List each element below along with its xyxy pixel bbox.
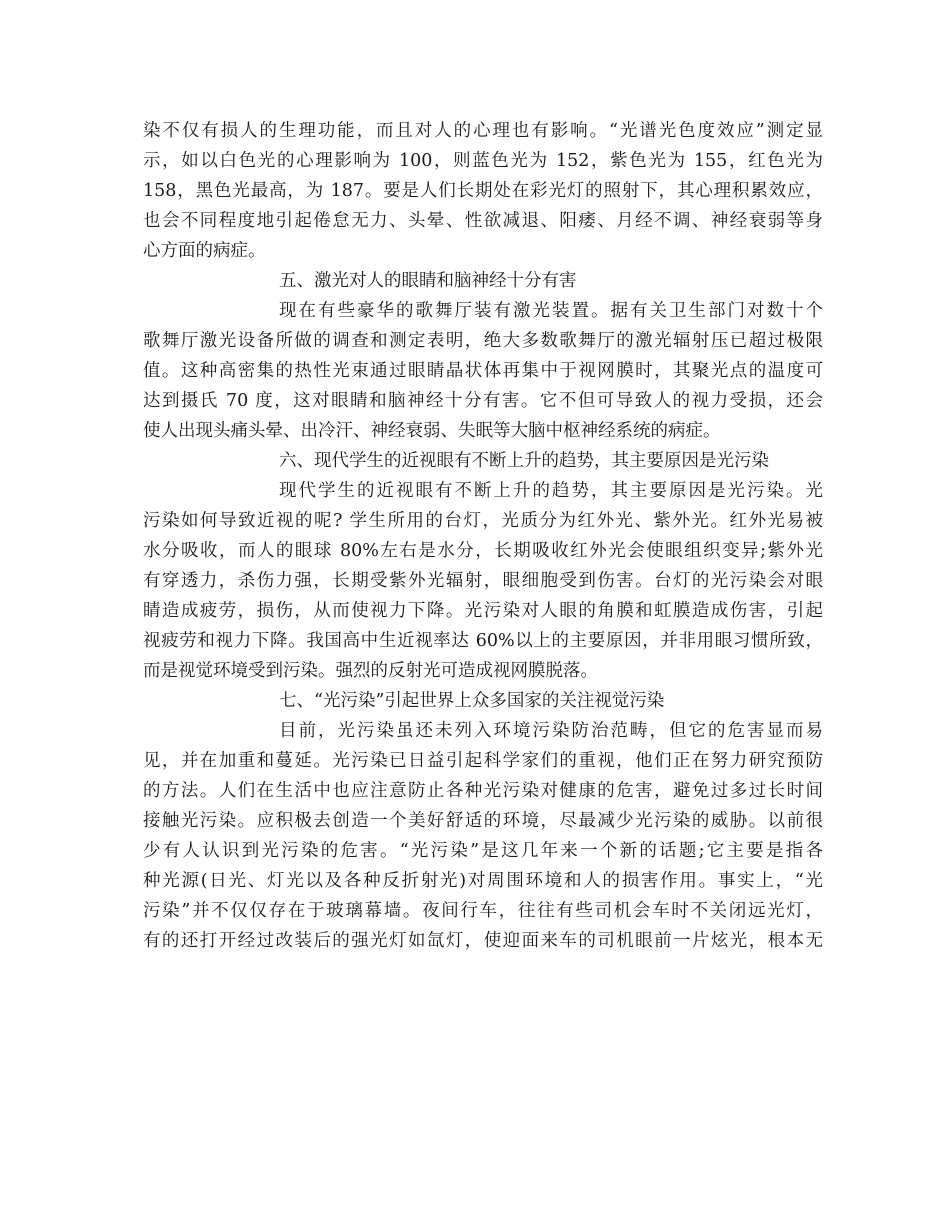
text-line: 示，如以白色光的心理影响为 100，则蓝色光为 152，紫色光为 155，红色光为 xyxy=(143,151,823,171)
section-heading-5 xyxy=(143,266,823,296)
document-page xyxy=(143,116,823,956)
text-line: 种光源(日光、灯光以及各种反折射光)对周围环境和人的损害作用。事实上，“光 xyxy=(143,871,823,891)
paragraph-psychological-effects xyxy=(143,116,823,266)
section-heading: 六、现代学生的近视眼有不断上升的趋势，其主要原因是光污染 xyxy=(279,451,769,471)
text-line: 接触光污染。应积极去创造一个美好舒适的环境，尽最减少光污染的威胁。以前很 xyxy=(143,811,823,831)
text-line: 少有人认识到光污染的危害。“光污染”是这几年来一个新的话题;它主要是指各 xyxy=(143,841,823,861)
text-line: 有穿透力，杀伤力强，长期受紫外光辐射，眼细胞受到伤害。台灯的光污染会对眼 xyxy=(143,571,823,591)
text-line: 现在有些豪华的歌舞厅装有激光装置。据有关卫生部门对数十个 xyxy=(279,301,823,321)
text-line: 也会不同程度地引起倦怠无力、头晕、性欲减退、阳痿、月经不调、神经衰弱等身 xyxy=(143,211,823,231)
paragraph-laser xyxy=(143,296,823,446)
text-line: 达到摄氏 70 度，这对眼睛和脑神经十分有害。它不但可导致人的视力受损，还会 xyxy=(143,391,823,411)
text-line: 水分吸收，而人的眼球 80%左右是水分，长期吸收红外光会使眼组织变异;紫外光 xyxy=(143,541,823,561)
paragraph-myopia xyxy=(143,476,823,686)
paragraph-light-pollution-attention xyxy=(143,716,823,956)
section-heading-6 xyxy=(143,446,823,476)
text-line: 睛造成疲劳，损伤，从而使视力下降。光污染对人眼的角膜和虹膜造成伤害，引起 xyxy=(143,601,823,621)
section-heading: 七、“光污染”引起世界上众多国家的关注视觉污染 xyxy=(279,691,665,711)
text-line: 有的还打开经过改装后的强光灯如氙灯，使迎面来车的司机眼前一片炫光，根本无 xyxy=(143,931,823,951)
section-heading-7 xyxy=(143,686,823,716)
text-line: 158，黑色光最高，为 187。要是人们长期处在彩光灯的照射下，其心理积累效应， xyxy=(143,181,823,201)
text-line: 歌舞厅激光设备所做的调查和测定表明，绝大多数歌舞厅的激光辐射压已超过极限 xyxy=(143,331,823,351)
text-line: 使人出现头痛头晕、出冷汗、神经衰弱、失眠等大脑中枢神经系统的病症。 xyxy=(143,421,721,441)
text-line: 现代学生的近视眼有不断上升的趋势，其主要原因是光污染。光 xyxy=(279,481,823,501)
text-line: 视疲劳和视力下降。我国高中生近视率达 60%以上的主要原因，并非用眼习惯所致， xyxy=(143,631,823,651)
text-line: 而是视觉环境受到污染。强烈的反射光可造成视网膜脱落。 xyxy=(143,661,598,681)
text-line: 目前，光污染虽还未列入环境污染防治范畴，但它的危害显而易 xyxy=(279,721,823,741)
text-line: 污染如何导致近视的呢? 学生所用的台灯，光质分为红外光、紫外光。红外光易被 xyxy=(143,511,823,531)
text-line: 心方面的病症。 xyxy=(143,241,266,261)
text-line: 见，并在加重和蔓延。光污染已日益引起科学家们的重视，他们正在努力研究预防 xyxy=(143,751,823,771)
text-line: 的方法。人们在生活中也应注意防止各种光污染对健康的危害，避免过多过长时间 xyxy=(143,781,823,801)
text-line: 污染”并不仅仅存在于玻璃幕墙。夜间行车，往往有些司机会车时不关闭远光灯， xyxy=(143,901,823,921)
text-line: 染不仅有损人的生理功能，而且对人的心理也有影响。“光谱光色度效应”测定显 xyxy=(143,121,823,141)
section-heading: 五、激光对人的眼睛和脑神经十分有害 xyxy=(279,271,577,291)
text-line: 值。这种高密集的热性光束通过眼睛晶状体再集中于视网膜时，其聚光点的温度可 xyxy=(143,361,823,381)
